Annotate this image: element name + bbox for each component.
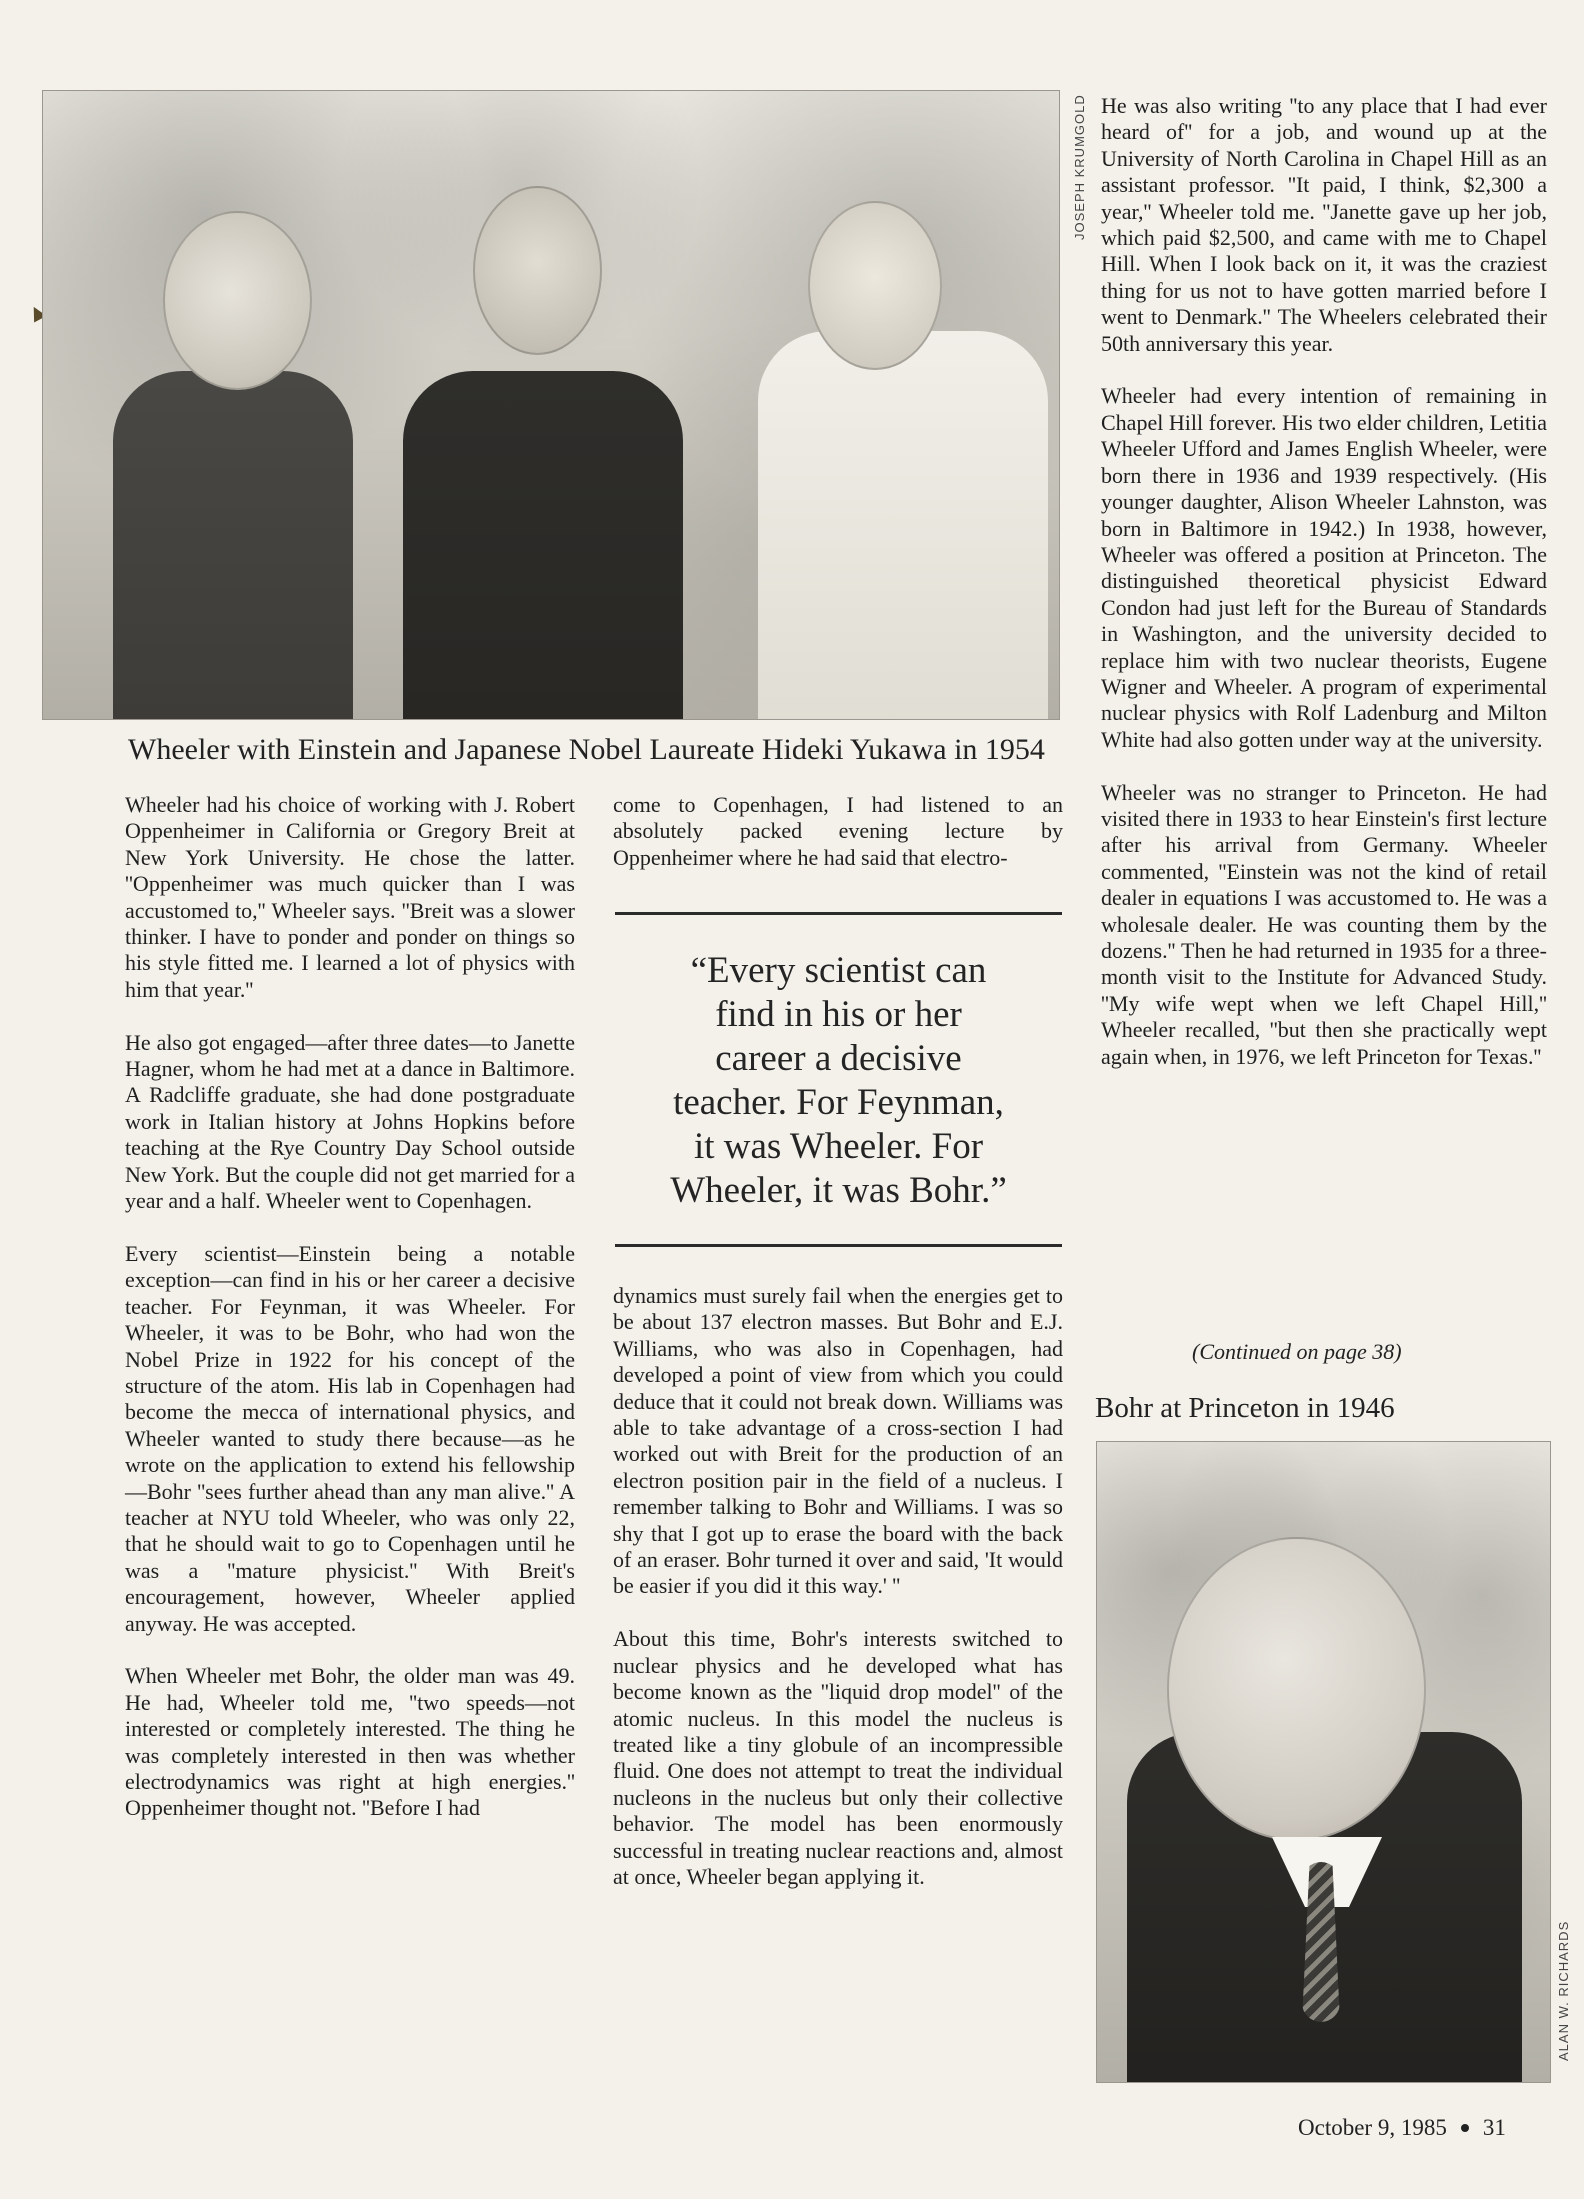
left-column-text: Wheeler had his choice of working with J. Robert Oppenheimer in California or Gregory Breit at New York University. He chose the latter. ''Oppenheimer was much quicker than I was accustomed to,'' Wheeler says. ''Breit was a slower thinker. I have to ponder and ponder on things so his style fitted me. I learned a lot of physics with him that year.'' He also got engaged—after three dates—to Janette Hagner, whom he had met at a dance in Baltimore. A Radcliffe graduate, she had done postgraduate work in Italian history at Johns Hopkins before teaching at the Rye Country Day School outside New York. But the couple did not get married for a year and a half. Wheeler went to Copenhagen. Every scientist—Einstein being a notable exception—can find in his or her career a decisive teacher. For Feynman, it was Wheeler. For Wheeler, it was to be Bohr, who had won the Nobel Prize in 1922 for his concept of the structure of the atom. His lab in Copenhagen had become the mecca of international physics, and Wheeler wanted to study there because—as he wrote on the application to extend his fellowship—Bohr ''sees further ahead than any man alive.'' A teacher at NYU told Wheeler, who was only 22, that he should wait to go to Copenhagen until he was a ''mature physicist.'' With Breit's encouragement, however, Wheeler applied anyway. He was accepted. When Wheeler met Bohr, the older man was 49. He had, Wheeler told me, ''two speeds—not interested or completely interested. The thing he was completely interested in then was whether electrodynamics was right at high energies.'' Oppenheimer thought not. ''Before I had [125, 792, 575, 1821]
footer-date: October 9, 1985 [1298, 2115, 1447, 2140]
footer-separator-dot [1461, 2124, 1469, 2132]
wheeler-figure-body [758, 331, 1048, 720]
wheeler-einstein-yukawa-photo [42, 90, 1060, 720]
einstein-figure-body [113, 371, 353, 720]
wheeler-figure-head [808, 201, 942, 370]
footer-page-number: 31 [1482, 2115, 1506, 2140]
middle-column-bottom-text: dynamics must surely fail when the energies get to be about 137 electron masses. But Bohr and E.J. Williams, who was also in Copenhagen, had developed a point of view from which you could deduce that it could not break down. Williams was able to take advantage of a cross-section I had worked out with Breit for the production of an electron position pair in the field of a nucleus. I remember talking to Bohr and Williams. I was so shy that I got up to erase the board with the back of an eraser. Bohr turned it over and said, 'It would be easier if you did it this way.' '' About this time, Bohr's interests switched to nuclear physics and he developed what has become known as the ''liquid drop model'' of the atomic nucleus. In this model the nucleus is treated like a tiny globule of an incompressible fluid. One does not attempt to treat the individual nucleons in the nucleus but only their collective behavior. The model has been enormously successful in treating nuclear reactions and, almost at once, Wheeler began applying it. [613, 1283, 1063, 1889]
yukawa-figure-body [403, 371, 683, 720]
pull-quote: “Every scientist can find in his or her career a decisive teacher. For Feynman, it was Wheeler. For Wheeler, it was Bohr.” [615, 912, 1062, 1247]
right-column-text: He was also writing ''to any place that I had ever heard of'' for a job, and wound up at the University of North Carolina in Chapel Hill as an assistant professor. ''It paid, I think, $2,300 a year,'' Wheeler told me. ''Janette gave up her job, which paid $2,500, and came with me to Chapel Hill. When I look back on it, it was the craziest thing for us not to have gotten married before I went to Denmark.'' The Wheelers celebrated their 50th anniversary this year. Wheeler had every intention of remaining in Chapel Hill forever. His two elder children, Letitia Wheeler Ufford and James English Wheeler, were born there in 1936 and 1939 respectively. (His younger daughter, Alison Wheeler Lahnston, was born in Baltimore in 1942.) In 1938, however, Wheeler was offered a position at Princeton. The distinguished theoretical physicist Edward Condon had just left for the Bureau of Standards in Washington, and the university decided to replace him with two nuclear theorists, Eugene Wigner and Wheeler. A program of experimental nuclear physics with Rolf Ladenburg and Milton White had also gotten under way at the university. Wheeler was no stranger to Princeton. He had visited there in 1933 to hear Einstein's first lecture after his arrival from Germany. Wheeler commented, ''Einstein was not the kind of retail dealer in equations I was accustomed to. He was a wholesale dealer. He was counting them by the dozens.'' Then he had returned in 1935 for a three-month visit to the Institute for Advanced Study. ''My wife wept when we left Chapel Hill,'' Wheeler recalled, ''but then she practically wept again when, in 1976, we left Princeton for Texas.'' [1101, 93, 1547, 1069]
continued-note: (Continued on page 38) [1192, 1339, 1402, 1364]
main-photo-caption: Wheeler with Einstein and Japanese Nobel Laureate Hideki Yukawa in 1954 [128, 733, 1045, 766]
bohr-photo [1096, 1441, 1551, 2083]
middle-column-top-text: come to Copenhagen, I had listened to an absolutely packed evening lecture by Oppenheimer where he had said that electro- [613, 792, 1063, 870]
bohr-photo-caption: Bohr at Princeton in 1946 [1095, 1392, 1395, 1424]
page-footer [1298, 2115, 1506, 2141]
bohr-figure-head [1167, 1537, 1426, 1841]
photo-credit-bottom: ALAN W. RICHARDS [1556, 1920, 1571, 2061]
yukawa-figure-head [473, 186, 602, 355]
photo-credit-top: JOSEPH KRUMGOLD [1072, 94, 1087, 240]
einstein-figure-head [163, 211, 312, 390]
